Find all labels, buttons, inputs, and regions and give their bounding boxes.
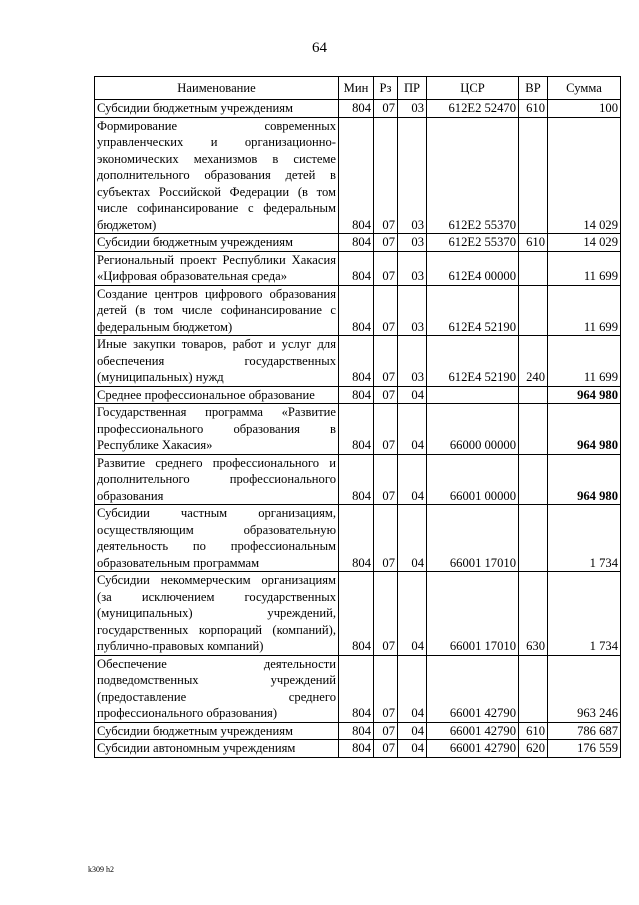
cell-vr: 610 (519, 722, 548, 740)
cell-sum: 14 029 (548, 117, 621, 234)
cell-csr: 66001 42790 (427, 740, 519, 758)
cell-min: 804 (339, 572, 374, 656)
cell-csr: 66001 42790 (427, 722, 519, 740)
cell-min: 804 (339, 740, 374, 758)
table-row (95, 386, 621, 404)
cell-csr: 66000 00000 (427, 404, 519, 455)
table-row (95, 655, 621, 722)
table-header-row (95, 77, 621, 100)
cell-rz: 07 (374, 234, 398, 252)
cell-sum: 100 (548, 100, 621, 118)
cell-pr: 03 (398, 117, 427, 234)
table-row (95, 100, 621, 118)
header-vr: ВР (519, 77, 548, 100)
cell-vr: 620 (519, 740, 548, 758)
header-sum: Сумма (548, 77, 621, 100)
cell-name: Субсидии бюджетным учреждениям (95, 722, 339, 740)
cell-vr (519, 505, 548, 572)
table-row (95, 404, 621, 455)
cell-rz: 07 (374, 505, 398, 572)
cell-csr: 66001 00000 (427, 454, 519, 505)
cell-sum: 964 980 (548, 404, 621, 455)
cell-sum: 11 699 (548, 251, 621, 285)
table-row (95, 285, 621, 336)
cell-pr: 03 (398, 234, 427, 252)
cell-vr (519, 404, 548, 455)
cell-rz: 07 (374, 740, 398, 758)
cell-name: Субсидии бюджетным учреждениям (95, 100, 339, 118)
cell-vr (519, 655, 548, 722)
cell-csr: 612E2 55370 (427, 117, 519, 234)
cell-rz: 07 (374, 251, 398, 285)
cell-rz: 07 (374, 404, 398, 455)
cell-min: 804 (339, 722, 374, 740)
cell-rz: 07 (374, 572, 398, 656)
cell-min: 804 (339, 234, 374, 252)
table-row (95, 251, 621, 285)
cell-sum: 14 029 (548, 234, 621, 252)
table-row (95, 722, 621, 740)
cell-min: 804 (339, 117, 374, 234)
header-csr: ЦСР (427, 77, 519, 100)
budget-table (94, 76, 621, 758)
header-min: Мин (339, 77, 374, 100)
cell-pr: 04 (398, 722, 427, 740)
cell-sum: 1 734 (548, 572, 621, 656)
cell-min: 804 (339, 336, 374, 387)
cell-sum: 176 559 (548, 740, 621, 758)
cell-name: Субсидии частным организациям, осуществляющим образовательную деятельность по профессиональным образовательным программам (95, 505, 339, 572)
cell-csr: 612E2 55370 (427, 234, 519, 252)
header-rz: Рз (374, 77, 398, 100)
cell-name: Иные закупки товаров, работ и услуг для обеспечения государственных (муниципальных) нужд (95, 336, 339, 387)
cell-name: Государственная программа «Развитие профессионального образования в Республике Хакасия» (95, 404, 339, 455)
cell-csr: 612E4 52190 (427, 336, 519, 387)
page-number: 64 (312, 40, 327, 56)
cell-rz: 07 (374, 100, 398, 118)
cell-csr: 66001 17010 (427, 505, 519, 572)
cell-name: Среднее профессиональное образование (95, 386, 339, 404)
cell-pr: 04 (398, 505, 427, 572)
cell-vr: 610 (519, 234, 548, 252)
cell-rz: 07 (374, 336, 398, 387)
cell-vr (519, 454, 548, 505)
cell-pr: 03 (398, 336, 427, 387)
cell-sum: 963 246 (548, 655, 621, 722)
cell-name: Развитие среднего профессионального и дополнительного профессионального образования (95, 454, 339, 505)
cell-name: Создание центров цифрового образования детей (в том числе софинансирование с федеральным бюджетом) (95, 285, 339, 336)
cell-pr: 04 (398, 454, 427, 505)
cell-rz: 07 (374, 386, 398, 404)
cell-sum: 964 980 (548, 454, 621, 505)
cell-csr (427, 386, 519, 404)
cell-min: 804 (339, 251, 374, 285)
cell-pr: 03 (398, 285, 427, 336)
cell-min: 804 (339, 454, 374, 505)
table-row (95, 505, 621, 572)
table-row (95, 740, 621, 758)
cell-sum: 11 699 (548, 336, 621, 387)
header-pr: ПР (398, 77, 427, 100)
table-row (95, 454, 621, 505)
cell-min: 804 (339, 404, 374, 455)
cell-pr: 04 (398, 740, 427, 758)
cell-csr: 612E4 00000 (427, 251, 519, 285)
table-row (95, 234, 621, 252)
cell-csr: 612E2 52470 (427, 100, 519, 118)
cell-pr: 03 (398, 100, 427, 118)
cell-min: 804 (339, 285, 374, 336)
table-row (95, 117, 621, 234)
cell-pr: 03 (398, 251, 427, 285)
cell-min: 804 (339, 386, 374, 404)
cell-vr: 240 (519, 336, 548, 387)
table-row (95, 336, 621, 387)
cell-pr: 04 (398, 655, 427, 722)
cell-sum: 786 687 (548, 722, 621, 740)
cell-name: Субсидии бюджетным учреждениям (95, 234, 339, 252)
cell-vr: 610 (519, 100, 548, 118)
cell-vr: 630 (519, 572, 548, 656)
cell-rz: 07 (374, 454, 398, 505)
cell-min: 804 (339, 505, 374, 572)
cell-rz: 07 (374, 655, 398, 722)
cell-name: Формирование современных управленческих и организационно-экономических механизмов в системе дополнительного образования детей в субъектах Российской Федерации (в том числе софинансирование с федеральным бюджетом) (95, 117, 339, 234)
cell-pr: 04 (398, 386, 427, 404)
cell-min: 804 (339, 655, 374, 722)
cell-pr: 04 (398, 572, 427, 656)
header-name: Наименование (95, 77, 339, 100)
cell-name: Субсидии автономным учреждениям (95, 740, 339, 758)
cell-sum: 11 699 (548, 285, 621, 336)
table-body (95, 100, 621, 758)
cell-pr: 04 (398, 404, 427, 455)
cell-name: Обеспечение деятельности подведомственных учреждений (предоставление среднего профессионального образования) (95, 655, 339, 722)
cell-vr (519, 251, 548, 285)
footer-code: k309 h2 (88, 865, 114, 874)
cell-vr (519, 386, 548, 404)
cell-rz: 07 (374, 722, 398, 740)
cell-min: 804 (339, 100, 374, 118)
cell-sum: 1 734 (548, 505, 621, 572)
cell-vr (519, 117, 548, 234)
table-row (95, 572, 621, 656)
cell-rz: 07 (374, 285, 398, 336)
cell-name: Субсидии некоммерческим организациям (за исключением государственных (муниципальных) учреждений, государственных корпораций (компаний), публично-правовых компаний) (95, 572, 339, 656)
cell-sum: 964 980 (548, 386, 621, 404)
cell-csr: 66001 17010 (427, 572, 519, 656)
cell-rz: 07 (374, 117, 398, 234)
cell-csr: 612E4 52190 (427, 285, 519, 336)
cell-name: Региональный проект Республики Хакасия «Цифровая образовательная среда» (95, 251, 339, 285)
cell-vr (519, 285, 548, 336)
cell-csr: 66001 42790 (427, 655, 519, 722)
